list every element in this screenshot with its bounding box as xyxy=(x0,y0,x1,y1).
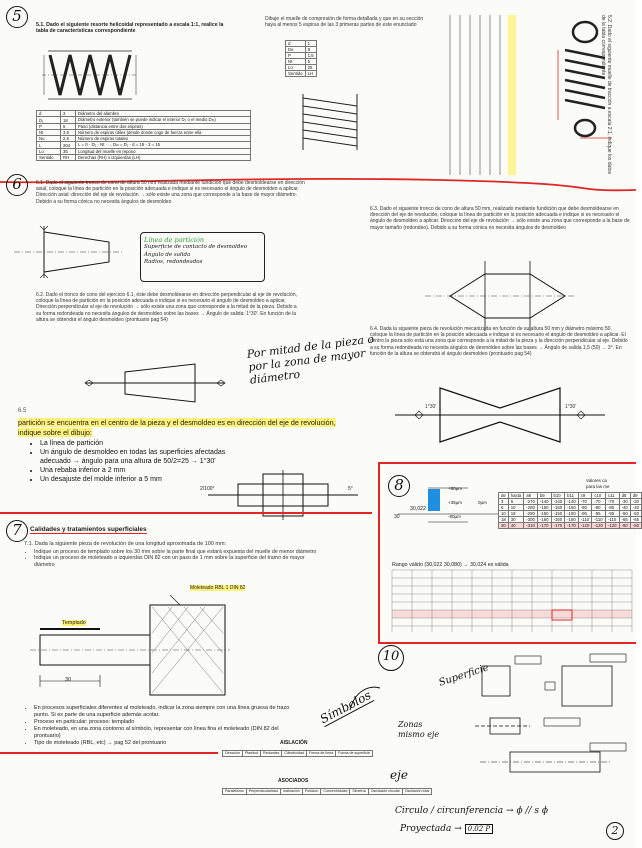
fit-table-cell: 18 xyxy=(499,517,509,523)
symbol-cell: Perpendicularidad xyxy=(246,789,280,795)
spring-table-cell: Longitud del muelle en reposo xyxy=(75,149,250,155)
section5-heading: 5.1. Dado el siguiente resorte helicoidal representado a escala 1:1, realice la tabla de características correspondiente xyxy=(36,22,224,35)
symbols-title-1: AISLACIÓN xyxy=(280,740,308,746)
label-simbolos: Símbolos xyxy=(317,687,374,727)
paragraph-7-1: 7.1. Dada la siguiente pieza de revolución de una longitud aproximada de 100 mm: xyxy=(24,541,227,547)
section5-right-text: 5.2. Dado el siguiente muelle de tracción a escala 2:1, indique los datos de la tabla correspondiente xyxy=(599,15,612,174)
symbol-cell: Posición xyxy=(302,789,321,795)
label-templado: Templado xyxy=(62,620,86,626)
fit-table-cell: 40 xyxy=(508,523,524,529)
fit-table-cell: -110 xyxy=(592,517,606,523)
section7-title: Calidades y tratamientos superficiales xyxy=(30,526,147,533)
symbol-cell: Simetría xyxy=(350,789,368,795)
fit-table-head: hasta xyxy=(508,493,524,499)
bullet-item: • Una rebaba inferior a 2 mm xyxy=(40,466,240,475)
fit-table-head: b11 xyxy=(565,493,579,499)
section5-middle-text: Dibuje el muelle de compresión de forma detallada y que en su sección haya al menos 5 espiras de las 3 primeras partes de este enunciado xyxy=(265,16,424,29)
symbol-cell: Concentricidad xyxy=(321,789,350,795)
spring-table-cell: Diámetro exterior (también se puede indicar el interior D₂ o el medio Dₘ) xyxy=(75,117,250,124)
fit-table-cell: -30 xyxy=(630,499,641,505)
spring-table-cell: Diámetro del alambre xyxy=(75,111,250,117)
grid-lines xyxy=(392,570,632,632)
paragraph-6-4: 6.4. Dada la siguiente pieza de revolución mecanizada en función de su altura 50 mm y diámetro máximo 50, coloque la línea de partición en la posición adecuada e indique si es necesario el ángulo de desmoldeo a aplicar. El centro la pieza solo está una zona que corresponde a la mitad de la pieza y la dirección perpendicular al eje. Debido a su forma redondeada no necesita ángulos de desmoldeo sobre las bases → Ángulo de salida 1,5 (50) → 3°. En función de la altura se obtendrá el ángulo desmoldeo (prontuario pag 54) xyxy=(370,326,628,357)
fit-table-cell: -40 xyxy=(619,505,630,511)
spring-table-cell: P xyxy=(37,124,61,130)
page-number: 2 xyxy=(606,822,624,840)
symbol-cell: Cilindricidad xyxy=(282,751,307,757)
fit-table-head: c10 xyxy=(592,493,606,499)
fit-table-cell: 10 xyxy=(499,511,509,517)
svg-text:1°30': 1°30' xyxy=(565,404,577,410)
bullet-item: • Indique un proceso de templado sobre los 30 mm sobre la parte final que estará expuesta del muelle de menor diámetro xyxy=(34,549,324,555)
dimension-5deg: 5° xyxy=(348,486,353,492)
curved-arrow xyxy=(345,680,385,720)
spring-table-cell: Número de espiras totales xyxy=(75,136,250,142)
fit-table-head: b9 xyxy=(537,493,551,499)
fit-table-cell: -300 xyxy=(524,517,538,523)
dimension-2-100: 2/100° xyxy=(200,486,215,492)
fit-table-cell: -40 xyxy=(630,505,641,511)
fit-table-head: c9 xyxy=(578,493,592,499)
fit-table-cell: -120 xyxy=(592,523,606,529)
fit-table-head: d8 xyxy=(619,493,630,499)
fit-table-cell: 3 xyxy=(499,499,509,505)
projected-box: 0.02 P xyxy=(465,824,494,834)
label-eje: eje xyxy=(390,768,408,782)
fit-table-cell: -160 xyxy=(551,517,565,523)
fit-table-cell: -150 xyxy=(537,511,551,517)
spring-table-cell: Sentido xyxy=(37,155,61,161)
symbol-cell: Oscilación total xyxy=(402,789,431,795)
fit-table-head: a9 xyxy=(524,493,538,499)
cone-drawing-6-3 xyxy=(425,256,575,336)
symbol-cell: Paralelismo xyxy=(223,789,247,795)
label-zonas-eje: Zonas mismo eje xyxy=(398,720,440,739)
fit-table-cell: -140 xyxy=(565,499,579,505)
fit-table-cell: -95 xyxy=(592,511,606,517)
bullet-item: • La línea de partición xyxy=(40,439,240,448)
spring-table-row xyxy=(37,117,251,124)
fit-table-cell: -50 xyxy=(630,511,641,517)
fit-table-cell: 30 xyxy=(508,517,524,523)
shaft-drawing-7-1 xyxy=(30,595,230,705)
legend-item-1: Superficie de contacto de desmoldeo xyxy=(144,244,248,250)
dim-30-left: 30 xyxy=(394,514,400,520)
spring-table-cell: Paso (distancia entre dos espiras) xyxy=(75,124,250,130)
form-symbols-table xyxy=(222,750,373,757)
dim-plus35: +35µm xyxy=(448,500,462,505)
spring-table-cell: Nu xyxy=(37,136,61,142)
paragraph-6-1: 6.1. Dado el siguiente tronco de cono de altura 50 mm realizada mediante fundición que debe desmoldearse en dirección axial, coloque la línea de partición en la posición adecuada e indique si es necesario el ángulo de desmoldeo a aplicar. Dirección axial: dirección del eje de revolución → sólo existe una zona que corresponde a la base de mayor diámetro. Debido a su forma cónica no necesita ángulos de desmoldeo xyxy=(36,180,305,205)
symbol-cell: Dirección xyxy=(223,751,243,757)
fit-table-cell: -160 xyxy=(537,517,551,523)
legend-item-2: Ángulo de salida xyxy=(144,251,191,258)
spring-table-cell: RH xyxy=(60,155,75,161)
fit-table-cell: -150 xyxy=(565,511,579,517)
spring-table-cell: 18 xyxy=(60,117,75,124)
dim-minus80: -80µm xyxy=(448,514,461,519)
fit-table-cell: -70 xyxy=(592,499,606,505)
bullet-item: • Proceso en particular: proceso: templado xyxy=(34,719,304,726)
bullet-item: • Un ángulo de desmoldeo en todas las superficies afectadas adecuado → ángulo para una altura de 50/2=25 → 1°30' xyxy=(40,448,240,466)
fit-table-cell: -65 xyxy=(630,517,641,523)
fit-table-cell: -270 xyxy=(524,499,538,505)
fit-table-cell: 6 xyxy=(499,505,509,511)
symbol-cell: Forma de línea xyxy=(306,751,335,757)
paragraph-6-5-text: partición se encuentra en el centro de la pieza y el desmoldeo es en dirección del eje de revolución, indique sobre el dibujo: xyxy=(18,418,336,437)
paragraph-6-5 xyxy=(18,418,353,437)
spring-table-cell: 6 xyxy=(60,124,75,130)
grid-table-8 xyxy=(392,570,632,632)
spring-table-cell: d xyxy=(37,111,61,117)
fit-table-head: d9 xyxy=(630,493,641,499)
spring-table-cell: 35 xyxy=(60,149,75,155)
spring-table-cell: 3,5 xyxy=(60,130,75,136)
small-data-table: d 1 De 8 P 1,5 Nt 5 Lo 25 Sentido LH xyxy=(285,40,317,77)
label-moleteado: Moleteado RBL 1 DIN 82 xyxy=(190,585,246,591)
compression-spring-drawing xyxy=(40,45,140,105)
spring-characteristics-table xyxy=(36,110,251,161)
spring-table-cell: Lo xyxy=(37,149,61,155)
label-superficie: Superficie xyxy=(437,662,491,689)
dim-plus80: +80µm xyxy=(448,486,462,491)
fit-table-cell: 18 xyxy=(508,511,524,517)
bullets-7-1 xyxy=(34,549,324,568)
spring-table-cell: 2,5 xyxy=(60,136,75,142)
fit-table-cell: 10 xyxy=(508,505,524,511)
spring-table-cell: Número de espiras útiles (desde donde coge de fuerza entre ella xyxy=(75,130,250,136)
bullet-item: • Indique un proceso de moleteado a izquierdas DIN 82 con un paso de 1 mm sobre la superficie del tramo de mayor diámetro xyxy=(34,555,324,568)
fit-table-cell: -120 xyxy=(578,523,592,529)
spring-table-cell: L = π · D₁ · Nt · ... Dₘ = D₁ - d = 18 - 3 = 15 xyxy=(75,142,250,149)
fit-table-cell: -80 xyxy=(605,505,619,511)
fit-table-cell: 30 xyxy=(499,523,509,529)
dimension-30: 30 xyxy=(65,677,72,683)
section8-header-2: para las me xyxy=(586,484,610,489)
fit-table-head: de xyxy=(499,493,509,499)
legend-item-3: Radios, redondeados xyxy=(144,259,203,265)
paragraph-6-3: 6.3. Dado el siguiente tronco de cono de altura 50 mm, realizado mediante fundición que debe desmoldearse en dirección del eje de revolución, coloque la línea de partición en la posición adecuada e indique si es necesario el ángulo de desmoldeo a aplicar. Dirección del eje de revolución → sólo existe una zona que corresponde a la base de mayor tamaño (redondeo). Debido a su forma cónica no necesita ángulos de desmoldeo xyxy=(370,206,630,231)
section8-header-1: Valores ca xyxy=(586,478,607,483)
legend-title: Línea de partición xyxy=(144,236,205,244)
fit-table-cell: -170 xyxy=(565,523,579,529)
paragraph-6-2: 6.2. Dado el tronco de cono del ejercicio 6.1, éste debe desmoldearse en dirección perpendicular al eje de revolución, coloque la línea de partición en la posición adecuada e indique si es necesario el ángulo de desmoldeo a aplicar. Dirección perpendicular al eje de revolución → sólo existe una zona que corresponde a la mitad de la pieza. Debido a su forma redondeada no necesita ángulos de desmoldeo sobre las bases → Ángulo de salida: 1°30'. En función de la altura se obtendrá el ángulo desmoldeo (prontuario pag 54) xyxy=(36,292,297,323)
fit-table-cell: -95 xyxy=(605,511,619,517)
spring-detail-drawing xyxy=(295,88,365,158)
fit-table-cell: -80 xyxy=(592,505,606,511)
fit-table-cell: -150 xyxy=(565,505,579,511)
bullet-item: • En procesos superficiales diferentes al moleteado, indicar la zona siempre con una línea gruesa de trazo punto. Si es parte de una superficie además acotar. xyxy=(34,705,304,719)
spring-table-cell: 3 xyxy=(60,111,75,117)
fit-table-cell: -150 xyxy=(551,505,565,511)
fit-table-cell: -80 xyxy=(619,523,630,529)
symbol-cell: Oscilación circular xyxy=(368,789,402,795)
spring-table-cell: Nt xyxy=(37,130,61,136)
fit-table-cell: -170 xyxy=(551,523,565,529)
fit-table-cell: -70 xyxy=(605,499,619,505)
tolerance-lines xyxy=(398,486,498,526)
valid-range-text: Rango válido (30,022 30,080) → 30,024 es válida xyxy=(392,562,509,568)
bullets-7-bottom xyxy=(34,705,304,747)
svg-text:1°30': 1°30' xyxy=(425,404,437,410)
projected-label: Proyectada → xyxy=(400,824,465,834)
section5-right-block xyxy=(440,10,630,180)
fit-table-cell: -110 xyxy=(578,517,592,523)
symbol-cell: Inclinación xyxy=(280,789,302,795)
fit-table-cell: -70 xyxy=(578,499,592,505)
symbol-cell: Forma de superficie xyxy=(336,751,373,757)
fit-table-cell: -280 xyxy=(524,505,538,511)
divider-7-bottom xyxy=(0,752,218,754)
circle-symbol-line: Circulo / circunferencia → ϕ // s ϕ xyxy=(395,806,548,816)
spring-table-row xyxy=(37,155,251,161)
fit-table-cell: -160 xyxy=(565,517,579,523)
fit-table-cell: -150 xyxy=(537,505,551,511)
fit-table-cell: -140 xyxy=(537,499,551,505)
spring-table-cell: 204 xyxy=(60,142,75,149)
fit-table-cell: -140 xyxy=(551,499,565,505)
fit-table-cell: -95 xyxy=(578,511,592,517)
fit-table-cell: -30 xyxy=(619,499,630,505)
fit-table-cell: -170 xyxy=(537,523,551,529)
section-number-8: 8 xyxy=(388,475,410,497)
spring-table-row xyxy=(37,142,251,149)
position-symbols-table xyxy=(222,788,432,795)
fit-table-cell: -310 xyxy=(524,523,538,529)
divider-6-7 xyxy=(0,512,372,514)
paragraph-6-5-lead: 6.5 xyxy=(18,408,27,414)
spring-table-cell: Derechas (RH) o izquierdas (LH) xyxy=(75,155,250,161)
handwritten-note-6-2: Por mitad de la pieza o por la zona de mayor diámetro xyxy=(246,332,375,387)
cone-drawing-6-1 xyxy=(14,222,124,282)
symbol-cell: Redondez xyxy=(260,751,281,757)
bowtie-drawing-6-4 xyxy=(395,380,605,450)
fit-table-cell: -65 xyxy=(619,517,630,523)
fit-table-cell: -150 xyxy=(551,511,565,517)
tolerance-symbols-drawings xyxy=(470,648,632,808)
bullet-item: • Un desajuste del molde inferior a 5 mm xyxy=(40,475,240,484)
fit-table-cell: -50 xyxy=(619,511,630,517)
fit-table-cell: -80 xyxy=(578,505,592,511)
symbol-cell: Planitud xyxy=(242,751,260,757)
fit-table-head: b10 xyxy=(551,493,565,499)
cone-drawing-6-2 xyxy=(85,360,225,406)
section-number-5: 5 xyxy=(6,6,28,28)
fit-table-cell: 6 xyxy=(508,499,524,505)
parting-line-legend xyxy=(140,232,265,282)
section-number-7: 7 xyxy=(6,520,28,542)
fit-table-cell: -110 xyxy=(605,517,619,523)
dim-zero: 0µm xyxy=(478,500,487,505)
spring-table-cell: L xyxy=(37,142,61,149)
divider-8-10 xyxy=(378,642,636,644)
spring-table-cell: D₁ xyxy=(37,117,61,124)
bullet-item: • En moleteado, en una zona contorno al símbolo, representar con línea fina el moleteado (DIN 82 del prontuario) xyxy=(34,726,304,740)
fit-table-head: c11 xyxy=(605,493,619,499)
symbols-title-2: ASOCIADOS xyxy=(278,778,309,784)
value-30-022: 30,022 xyxy=(410,506,426,512)
fit-table-cell: -290 xyxy=(524,511,538,517)
fit-tolerance-table xyxy=(498,492,642,529)
bullet-item: • Tipo de moleteado (RBL, etc) → pag 52 del prontuario xyxy=(34,740,304,747)
fit-table-cell: -120 xyxy=(605,523,619,529)
section-number-10: 10 xyxy=(378,645,404,671)
section-number-6: 6 xyxy=(6,174,28,196)
projected-symbol-line xyxy=(400,824,493,834)
fit-table-cell: -80 xyxy=(630,523,641,529)
